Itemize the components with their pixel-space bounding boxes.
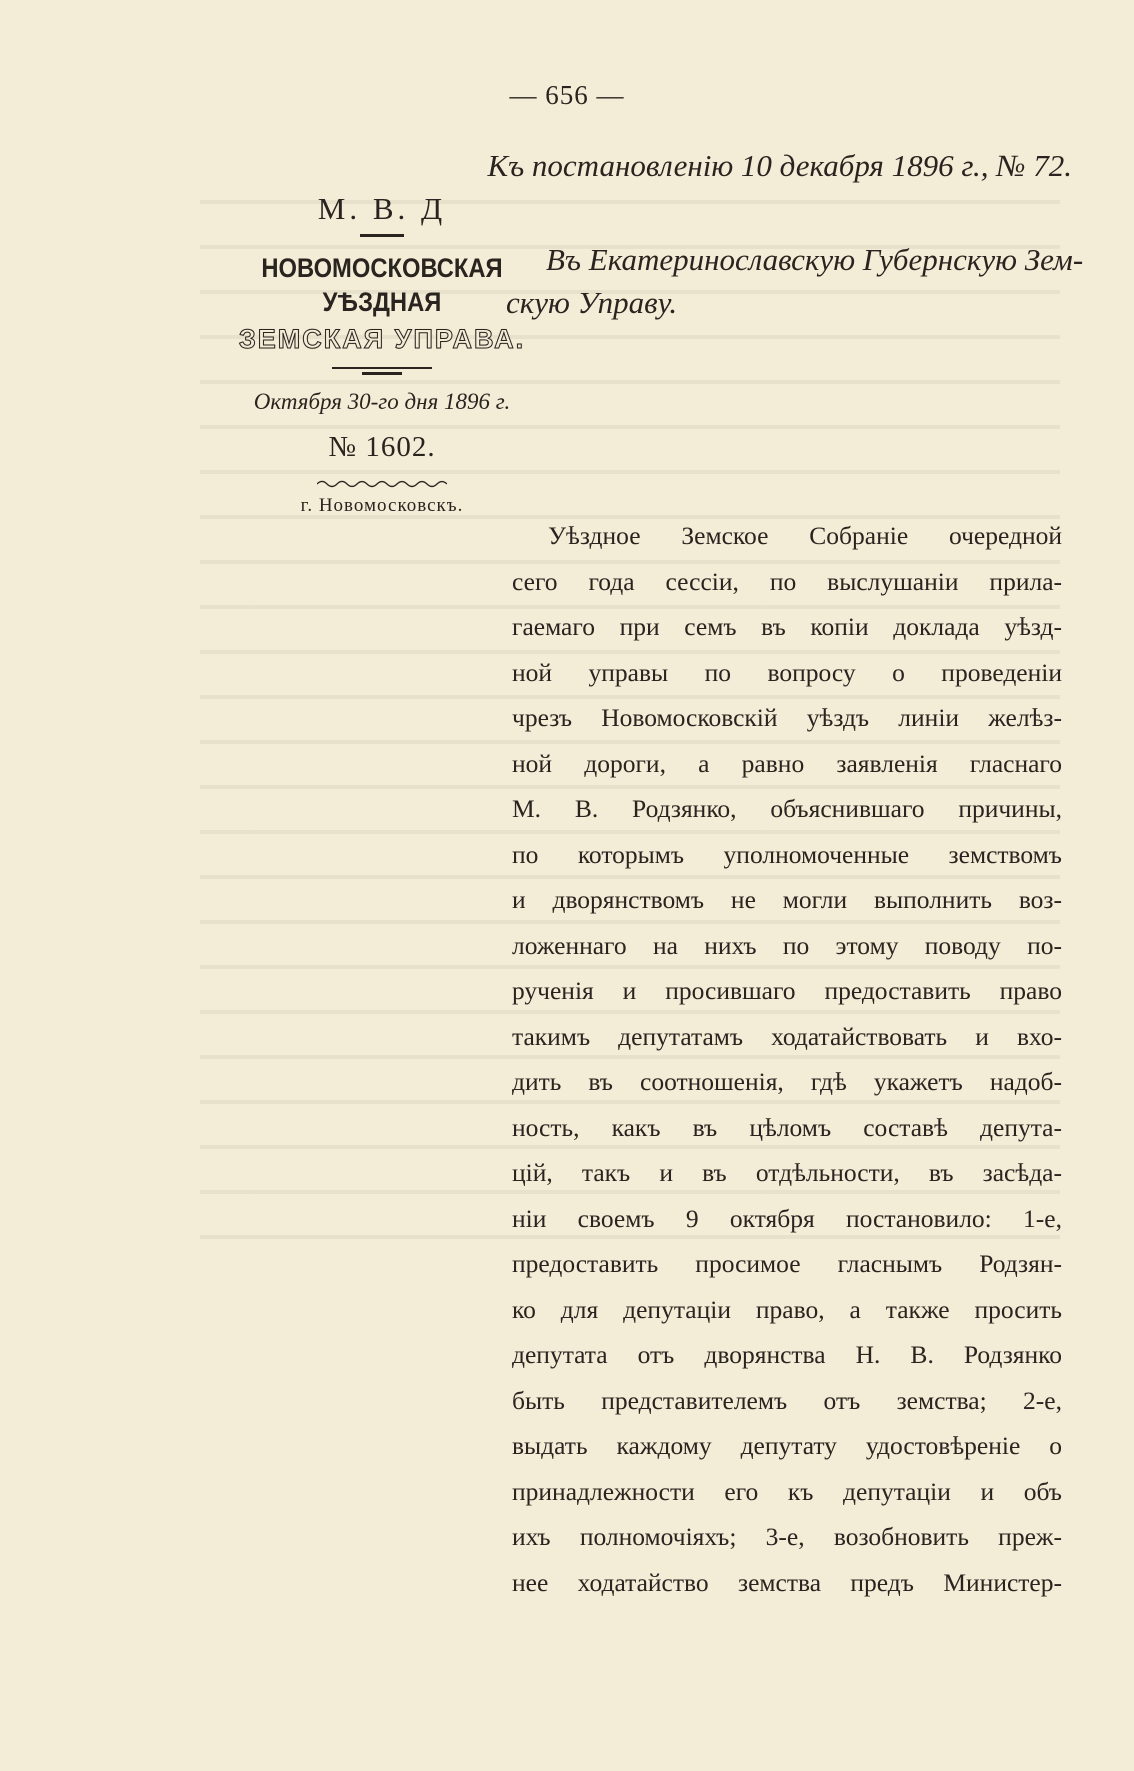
body-line: такимъ депутатамъ ходатайствовать и вхо- — [512, 1021, 1062, 1051]
uprava-name-line1: НОВОМОСКОВСКАЯ — [261, 253, 503, 283]
body-line: ко для депутаціи право, а также просить — [512, 1294, 1062, 1324]
letter-number: № 1602. — [328, 431, 436, 463]
body-line: рученія и просившаго предоставить право — [512, 976, 1062, 1005]
body-line: нее ходатайство земства предъ Министер- — [512, 1567, 1062, 1597]
body-line: выдать каждому депутату удостовѣреніе о — [512, 1431, 1062, 1460]
body-line: ной дороги, а равно заявленія гласнаго — [512, 748, 1062, 778]
body-line: и дворянствомъ не могли выполнить воз- — [512, 885, 1062, 914]
letter-date: Октября 30-го дня 1896 г. — [253, 389, 511, 414]
body-line: Уѣздное Земское Собраніе очередной — [548, 521, 1062, 550]
ministry-rule — [360, 234, 404, 237]
body-text — [512, 513, 1062, 1605]
ministry-abbrev: М. В. Д — [317, 191, 447, 226]
letterhead — [232, 190, 532, 517]
body-line: ніи своемъ 9 октября постановило: 1-е, — [512, 1203, 1062, 1233]
addressee-line: скую Управу. — [506, 285, 678, 320]
letterhead-rule — [332, 367, 432, 375]
page-number: — 656 — — [509, 80, 625, 110]
body-line: ложеннаго на нихъ по этому поводу по- — [512, 930, 1062, 960]
uprava-name-line2: УѢЗДНАЯ — [322, 287, 442, 317]
body-line: ность, какъ въ цѣломъ составѣ депута- — [512, 1112, 1062, 1142]
wavy-divider — [317, 479, 447, 489]
body-line: ной управы по вопросу о проведеніи — [512, 657, 1062, 687]
decree-reference: Къ постановленію 10 декабря 1896 г., № 72. — [487, 148, 1072, 183]
body-line: цій, такъ и въ отдѣльности, въ засѣда- — [512, 1158, 1062, 1187]
body-line: чрезъ Новомосковскій уѣздъ линіи желѣз- — [512, 703, 1062, 732]
city: г. Новомосковскъ. — [300, 495, 464, 516]
body-line: М. В. Родзянко, объяснившаго причины, — [512, 794, 1062, 823]
body-line: сего года сессіи, по выслушаніи прила- — [512, 566, 1062, 596]
body-line: депутата отъ дворянства Н. В. Родзянко — [512, 1340, 1062, 1369]
body-line: принадлежности его къ депутаціи и объ — [512, 1476, 1062, 1506]
addressee — [506, 238, 1084, 324]
body-line: предоставить просимое гласнымъ Родзян- — [512, 1249, 1062, 1278]
body-line: дить въ соотношенія, гдѣ укажетъ надоб- — [512, 1067, 1062, 1096]
uprava-name-line3: ЗЕМСКАЯ УПРАВА. — [238, 324, 526, 354]
body-line: по которымъ уполномоченные земствомъ — [512, 839, 1062, 869]
body-line: быть представителемъ отъ земства; 2-е, — [512, 1385, 1062, 1415]
body-line: ихъ полномочіяхъ; 3-е, возобновить преж- — [512, 1522, 1062, 1551]
body-line: гаемаго при семъ въ копіи доклада уѣзд- — [512, 612, 1062, 641]
addressee-line: Въ Екатеринославскую Губернскую Зем- — [546, 242, 1084, 277]
